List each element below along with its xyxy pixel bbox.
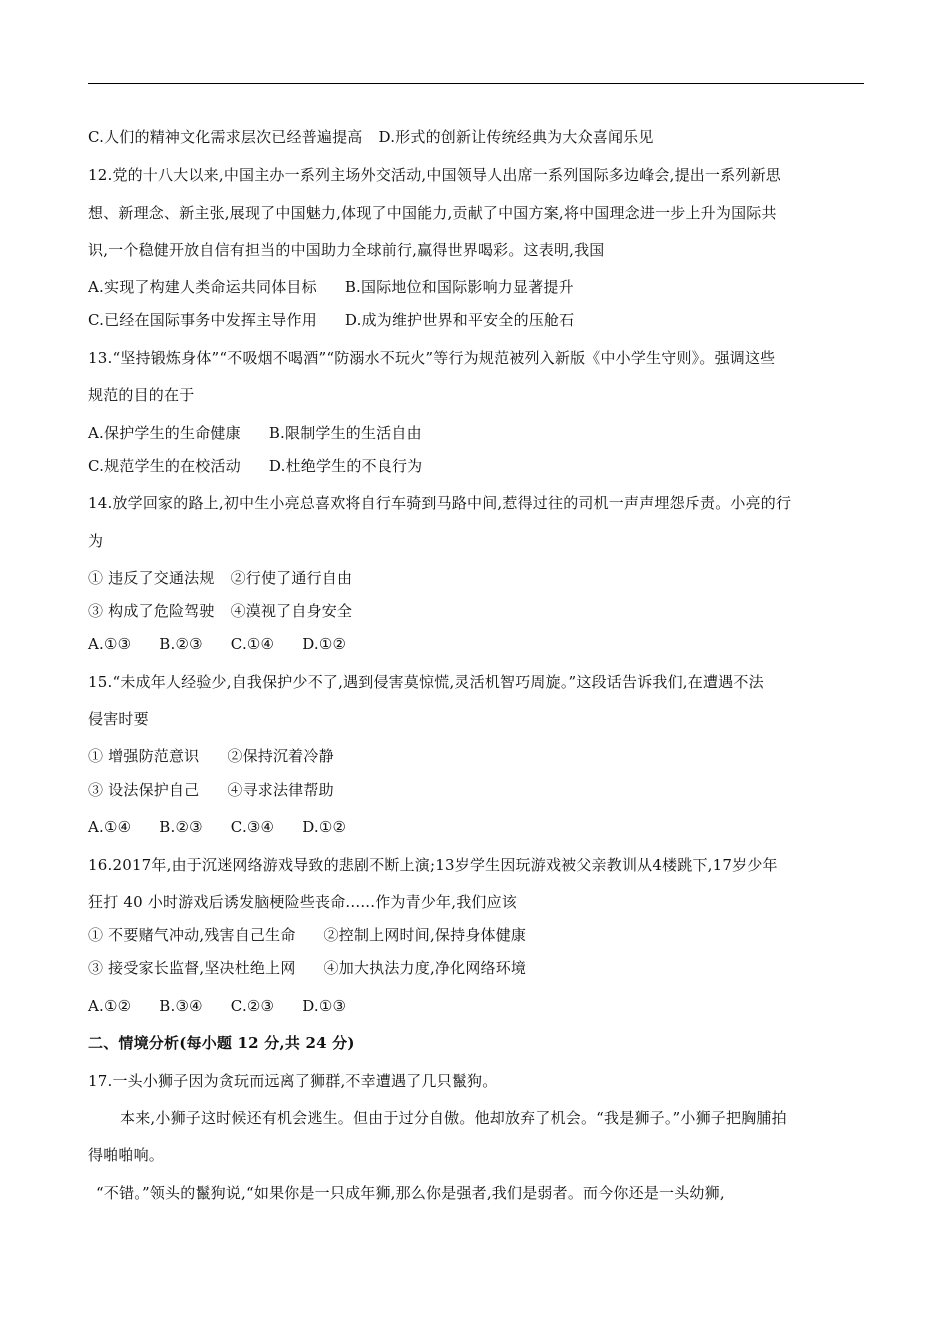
- q13-stem-line1: 13.“坚持锻炼身体”“不吸烟不喝酒”“防溺水不玩火”等行为规范被列入新版《中小学生守则》。强调这些: [88, 349, 776, 367]
- q13-option-c: C.规范学生的在校活动: [88, 457, 241, 475]
- q14-option-c: C.①④: [230, 635, 275, 653]
- q13-option-a: A.保护学生的生命健康: [88, 424, 241, 442]
- q17-paragraph2-line1: “不错。”领头的鬣狗说,“如果你是一只成年狮,那么你是强者,我们是弱者。而今你还是一头幼狮,: [96, 1184, 725, 1202]
- q15-items-row2: [88, 780, 334, 800]
- q15-option-b: B.②③: [159, 818, 203, 836]
- q17-stem: 17.一头小狮子因为贪玩而远离了狮群,不幸遭遇了几只鬣狗。: [88, 1072, 498, 1090]
- q16-option-d: D.①③: [302, 997, 347, 1015]
- q13-options-row2: [88, 456, 422, 476]
- q15-stem-line2: 侵害时要: [88, 710, 149, 728]
- q14-items-row2: [88, 601, 352, 621]
- q12-stem-line1: 12.党的十八大以来,中国主办一系列主场外交活动,中国领导人出席一系列国际多边峰会,提出一系列新思: [88, 166, 781, 184]
- q14-item-4: ④漠视了自身安全: [230, 602, 353, 620]
- q12-option-a: A.实现了构建人类命运共同体目标: [88, 278, 317, 296]
- q14-option-b: B.②③: [159, 635, 203, 653]
- q15-stem-line1: 15.“未成年人经验少,自我保护少不了,遇到侵害莫惊慌,灵活机智巧周旋。”这段话告诉我们,在遭遇不法: [88, 673, 764, 691]
- q15-item-1: ① 增强防范意识: [88, 747, 200, 765]
- q13-option-b: B.限制学生的生活自由: [268, 424, 422, 442]
- q13-option-d: D.杜绝学生的不良行为: [268, 457, 423, 475]
- q12-options-row1: [88, 277, 574, 297]
- q15-option-a: A.①④: [88, 818, 132, 836]
- q14-item-2: ②行使了通行自由: [230, 569, 353, 587]
- q14-item-1: ① 违反了交通法规: [88, 569, 215, 587]
- q16-item-1: ① 不要赌气冲动,残害自己生命: [88, 926, 296, 944]
- q16-option-c: C.②③: [230, 997, 275, 1015]
- q11-option-c: C.人们的精神文化需求层次已经普遍提高: [88, 128, 363, 146]
- section-2-heading: 二、情境分析(每小题 12 分,共 24 分): [88, 1034, 355, 1052]
- header-rule: [88, 83, 864, 84]
- q17-paragraph1-line1: 本来,小狮子这时候还有机会逃生。但由于过分自傲。他却放弃了机会。“我是狮子。”小狮子把胸脯拍: [120, 1109, 787, 1127]
- q16-item-4: ④加大执法力度,净化网络环境: [323, 959, 527, 977]
- q16-stem-line2: 狂打 40 小时游戏后诱发脑梗险些丧命......作为青少年,我们应该: [88, 893, 518, 911]
- q16-options-row: [88, 996, 346, 1016]
- q14-option-d: D.①②: [302, 635, 347, 653]
- q12-options-row2: [88, 310, 574, 330]
- q15-item-4: ④寻求法律帮助: [227, 781, 334, 799]
- q15-item-3: ③ 设法保护自己: [88, 781, 200, 799]
- q16-option-a: A.①②: [88, 997, 132, 1015]
- q15-item-2: ②保持沉着冷静: [227, 747, 334, 765]
- q12-option-c: C.已经在国际事务中发挥主导作用: [88, 311, 317, 329]
- q12-stem-line2: 想、新理念、新主张,展现了中国魅力,体现了中国能力,贡献了中国方案,将中国理念进一步上升为国际共: [88, 204, 777, 222]
- q16-item-2: ②控制上网时间,保持身体健康: [323, 926, 527, 944]
- q12-option-b: B.国际地位和国际影响力显著提升: [344, 278, 574, 296]
- q16-items-row1: [88, 925, 526, 945]
- q15-items-row1: [88, 746, 334, 766]
- q16-item-3: ③ 接受家长监督,坚决杜绝上网: [88, 959, 296, 977]
- q16-items-row2: [88, 958, 526, 978]
- q11-option-d: D.形式的创新让传统经典为大众喜闻乐见: [378, 128, 654, 146]
- q17-paragraph1-line2: 得啪啪响。: [88, 1146, 165, 1164]
- q14-options-row: [88, 634, 346, 654]
- q11-options-row: [88, 127, 654, 147]
- q15-option-d: D.①②: [302, 818, 347, 836]
- q15-options-row: [88, 817, 346, 837]
- q14-option-a: A.①③: [88, 635, 132, 653]
- q13-stem-line2: 规范的目的在于: [88, 386, 195, 404]
- q13-options-row1: [88, 423, 422, 443]
- q15-option-c: C.③④: [230, 818, 275, 836]
- q12-stem-line3: 识,一个稳健开放自信有担当的中国助力全球前行,赢得世界喝彩。这表明,我国: [88, 241, 605, 259]
- q16-option-b: B.③④: [159, 997, 203, 1015]
- q14-items-row1: [88, 568, 352, 588]
- q16-stem-line1: 16.2017年,由于沉迷网络游戏导致的悲剧不断上演;13岁学生因玩游戏被父亲教训从4楼跳下,17岁少年: [88, 856, 778, 874]
- q14-item-3: ③ 构成了危险驾驶: [88, 602, 215, 620]
- q12-option-d: D.成为维护世界和平安全的压舱石: [344, 311, 575, 329]
- q14-stem-line2: 为: [88, 532, 104, 550]
- q14-stem-line1: 14.放学回家的路上,初中生小亮总喜欢将自行车骑到马路中间,惹得过往的司机一声声埋怨斥责。小亮的行: [88, 494, 792, 512]
